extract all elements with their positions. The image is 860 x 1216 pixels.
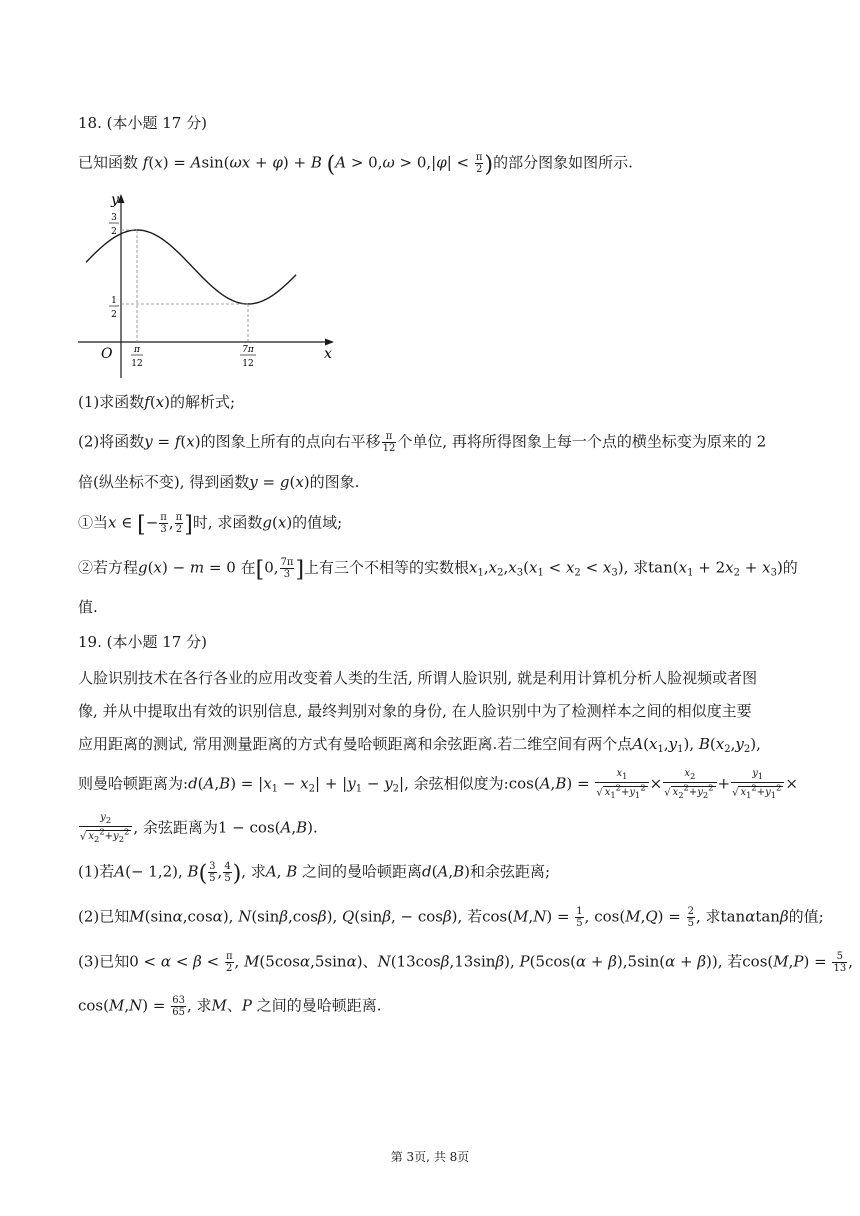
origin-label: O <box>101 346 113 362</box>
q19-part3-line1: (3)已知0 < α < β < $\frac{\pi}{2}$ , M(5cosα,5sinα)、N(13cosβ,13sinβ), P(5cos(α + β),5sin(α + β)), 若cos(M,P) = $\frac{5}{13}$ , <box>78 951 853 974</box>
q18-part1: (1)求函数f(x)的解析式; <box>78 393 236 411</box>
x-tick-right-den: 12 <box>242 359 254 369</box>
q18-stem-pre: 已知函数 <box>78 153 139 172</box>
q18-sub1: ①当x ∈ [− $\frac{\pi}{3}$ , $\frac{\pi}{2}$ ]时, 求函数g(x)的值域; <box>78 512 343 538</box>
q19-paragraph-2: 像, 并从中提取出有效的识别信息, 最终判别对象的身份, 在人脸识别中为了检测样本之间的相似度主要 <box>78 702 752 720</box>
q18-sub2-line2: 值. <box>78 598 98 616</box>
q18-function-graph <box>76 190 338 380</box>
sine-graph-svg <box>76 190 338 380</box>
q19-paragraph-1: 人脸识别技术在各行各业的应用改变着人类的生活, 所谓人脸识别, 就是利用计算机分析人脸视频或者图 <box>78 669 758 687</box>
q19-header: 19. (本小题 17 分) <box>78 633 207 651</box>
x-tick-left-den: 12 <box>131 359 143 369</box>
y-tick-lower-den: 2 <box>111 310 117 320</box>
q19-paragraph-4: 则曼哈顿距离为:d(A,B) = $|x_1 - x_2| + |y_1 - y_2|$, 余弦相似度为:cos(A,B) = $\frac{x_1}{√ x_1^2+y_1^2}$ × $\frac{x_2}{√ x_2^2+y_2^2}$ + $\frac{y_1}{√ x_1^2+y_1^2}$ × <box>78 768 798 801</box>
y-tick-upper-den: 2 <box>111 227 117 237</box>
q19-paragraph-5: $\frac{y_2}{√ x_2^2+y_2^2}$ , 余弦距离为1 − cos(A,B). <box>80 812 318 845</box>
page-footer: 第 3页, 共 8页 <box>390 1150 470 1164</box>
q18-stem: 已知函数 f(x) = Asin(ωx + φ) + B (A > 0,ω > 0,|φ| < $\frac{\pi}{2}$ )的部分图象如图所示. <box>78 152 633 178</box>
sine-curve <box>86 230 296 304</box>
x-tick-right-num: 7π <box>242 345 254 355</box>
x-axis-arrow <box>325 339 334 346</box>
q18-header: 18. (本小题 17 分) <box>78 114 207 132</box>
x-axis-label: x <box>324 346 332 362</box>
q18-part2-line2: 倍(纵坐标不变), 得到函数y = g(x)的图象. <box>78 473 360 491</box>
q19-part1: (1)若A(− 1,2), B( $\frac{3}{5}$ , $\frac{4}{5}$ ), 求A, B 之间的曼哈顿距离d(A,B)和余弦距离; <box>78 861 551 887</box>
q18-sub2-line1: ②若方程g(x) − m = 0 在[0, $\frac{7\pi}{3}$ ]上有三个不相等的实数根$x_1,x_2,x_3(x_1 < x_2 < x_3)$, 求$\tan(x_1 + 2x_2 + x_3)$的 <box>78 557 798 583</box>
y-tick-lower-num: 1 <box>111 296 117 306</box>
q19-part3-line2: cos(M,N) = $\frac{63}{65}$ , 求M、P 之间的曼哈顿距离. <box>78 995 382 1018</box>
q19-part2: (2)已知M(sinα,cosα), N(sinβ,cosβ), Q(sinβ, − cosβ), 若cos(M,N) = $\frac{1}{5}$ , cos(M,Q) = $\frac{2}{5}$ , 求tanαtanβ的值; <box>78 906 824 929</box>
x-tick-left-num: π <box>134 345 140 355</box>
q18-part2-line1: (2)将函数y = f(x)的图象上所有的点向右平移 $\frac{\pi}{12}$ 个单位, 再将所得图象上每一个点的横坐标变为原来的 2 <box>78 431 767 454</box>
y-axis-label: y <box>111 192 119 208</box>
q19-paragraph-3: 应用距离的测试, 常用测量距离的方式有曼哈顿距离和余弦距离.若二维空间有两个点$A(x_1,y_1)$, $B(x_2,y_2)$, <box>78 735 761 755</box>
y-tick-upper-num: 3 <box>111 213 117 223</box>
q18-stem-post: 的部分图象如图所示. <box>493 153 633 172</box>
